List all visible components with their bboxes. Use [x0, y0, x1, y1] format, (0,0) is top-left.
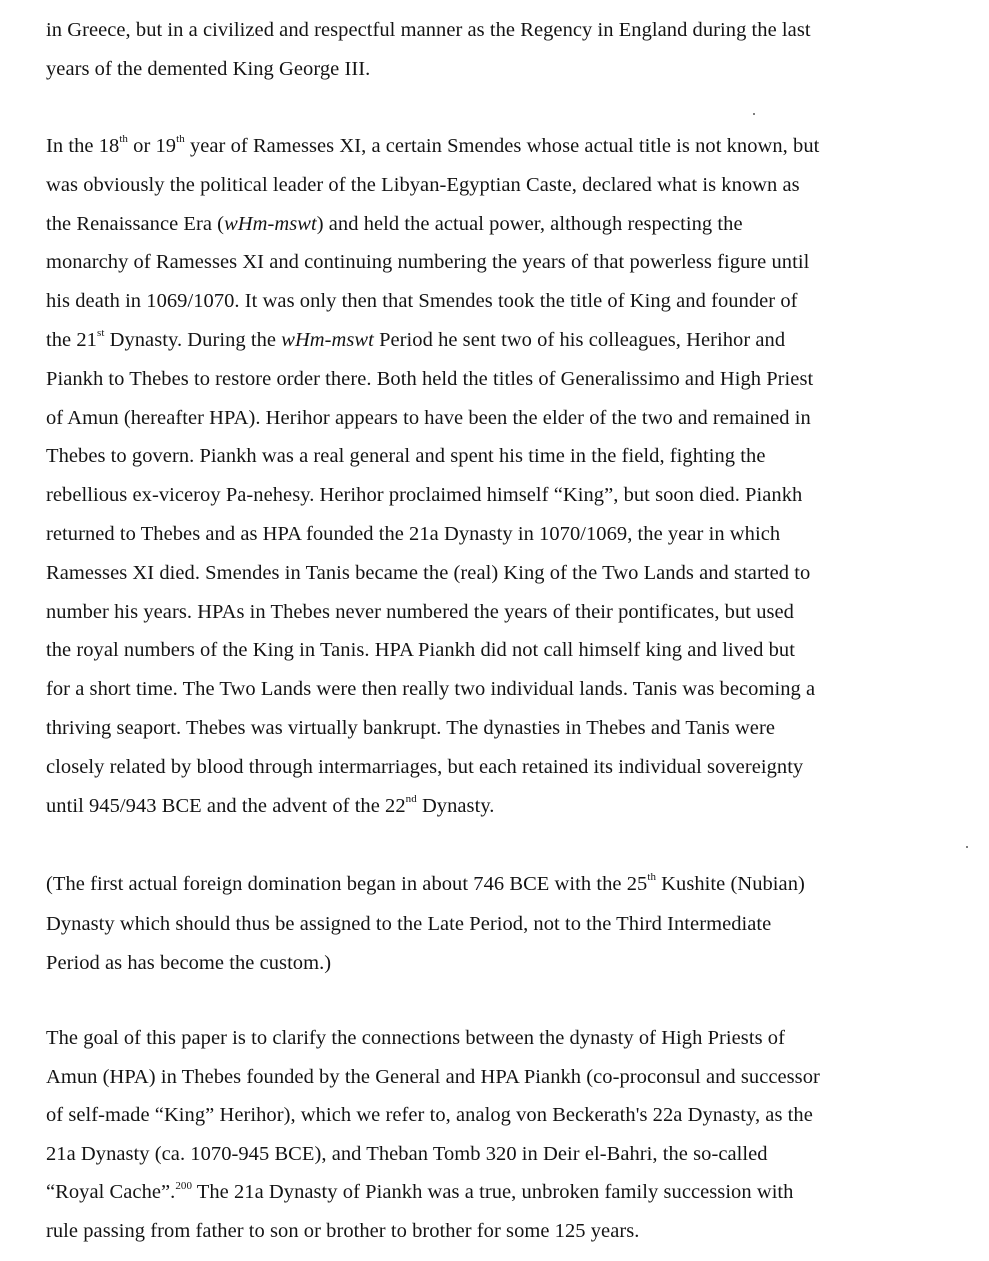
paragraph-foreign-domination-note — [46, 865, 946, 984]
text-segment: (The first actual foreign domination began in about 746 BCE with the 25 — [46, 873, 648, 895]
text-segment: “Royal Cache”. — [46, 1181, 176, 1204]
text-segment: ) and held the actual power, although respecting the — [316, 212, 743, 235]
text-line — [46, 1135, 946, 1174]
text-segment: thriving seaport. Thebes was virtually bankrupt. The dynasties in Thebes and Tanis were — [46, 716, 775, 739]
text-line — [46, 554, 946, 593]
superscript: th — [176, 133, 185, 146]
text-segment: or 19 — [127, 135, 177, 157]
text-line — [46, 905, 946, 945]
text-line — [46, 360, 946, 399]
text-line — [46, 709, 946, 748]
text-line — [46, 593, 946, 632]
text-segment: Kushite (Nubian) — [656, 873, 805, 895]
text-segment: his death in 1069/1070. It was only then that Smendes took the title of King and founder of — [46, 290, 798, 313]
text-segment: until 945/943 BCE and the advent of the 22 — [46, 794, 406, 817]
text-segment: years of the demented King George III. — [46, 57, 371, 80]
text-line — [46, 1096, 946, 1135]
text-segment: the royal numbers of the King in Tanis. HPA Piankh did not call himself king and lived but — [46, 639, 795, 662]
text-segment: the 21 — [46, 328, 97, 351]
text-line — [46, 399, 946, 438]
text-segment: in Greece, but in a civilized and respectful manner as the Regency in England during the last — [46, 19, 811, 41]
text-segment: returned to Thebes and as HPA founded the 21a Dynasty in 1070/1069, the year in which — [46, 522, 781, 545]
text-line — [46, 127, 946, 166]
text-segment: for a short time. The Two Lands were then really two individual lands. Tanis was becoming a — [46, 678, 816, 701]
text-segment: Period as has become the custom.) — [46, 952, 332, 974]
text-line — [46, 670, 946, 709]
text-line — [46, 321, 946, 360]
text-line — [46, 1058, 946, 1097]
text-segment: Thebes to govern. Piankh was a real general and spent his time in the field, fighting the — [46, 445, 766, 468]
text-line — [46, 787, 946, 826]
text-line — [46, 1019, 946, 1058]
text-line — [46, 166, 946, 205]
text-line — [46, 865, 946, 905]
italic-term: wHm-mswt — [281, 328, 374, 351]
text-segment: closely related by blood through intermarriages, but each retained its individual sovereignty — [46, 755, 804, 778]
superscript: th — [647, 871, 656, 884]
text-segment: Dynasty. — [416, 794, 495, 817]
text-line — [46, 476, 946, 515]
text-line — [46, 282, 946, 321]
text-segment: rule passing from father to son or brother to brother for some 125 years. — [46, 1219, 640, 1242]
paragraph-paper-goal — [46, 1019, 946, 1251]
superscript: st — [96, 327, 105, 340]
text-segment: In the 18 — [46, 135, 120, 157]
text-line — [46, 748, 946, 787]
scan-speck — [753, 113, 755, 115]
text-segment: number his years. HPAs in Thebes never numbered the years of their pontificates, but used — [46, 600, 794, 623]
italic-term: wHm-mswt — [224, 212, 317, 235]
text-segment: rebellious ex-viceroy Pa-nehesy. Herihor proclaimed himself “King”, but soon died. Piankh — [46, 484, 803, 507]
text-line — [46, 11, 946, 50]
text-segment: Ramesses XI died. Smendes in Tanis became the (real) King of the Two Lands and started to — [46, 561, 811, 584]
text-line — [46, 944, 946, 984]
text-segment: Piankh to Thebes to restore order there. Both held the titles of Generalissimo and High Priest — [46, 367, 814, 390]
superscript: 200 — [175, 1179, 192, 1192]
text-line — [46, 243, 946, 282]
text-segment: of Amun (hereafter HPA). Herihor appears to have been the elder of the two and remained in — [46, 406, 811, 429]
text-segment: Period he sent two of his colleagues, Herihor and — [373, 328, 786, 351]
text-segment: Dynasty which should thus be assigned to the Late Period, not to the Third Intermediate — [46, 912, 772, 935]
text-segment: monarchy of Ramesses XI and continuing numbering the years of that powerless figure until — [46, 251, 810, 274]
text-line — [46, 515, 946, 554]
text-segment: year of Ramesses XI, a certain Smendes whose actual title is not known, but — [184, 135, 820, 157]
text-segment: Amun (HPA) in Thebes founded by the General and HPA Piankh (co-proconsul and successor — [46, 1065, 820, 1088]
text-segment: Dynasty. During the — [104, 328, 282, 351]
superscript: th — [119, 133, 128, 146]
text-segment: of self-made “King” Herihor), which we refer to, analog von Beckerath's 22a Dynasty, as the — [46, 1104, 813, 1127]
text-segment: was obviously the political leader of the Libyan-Egyptian Caste, declared what is known as — [46, 173, 800, 196]
text-line — [46, 205, 946, 244]
text-segment: The goal of this paper is to clarify the connections between the dynasty of High Priests of — [46, 1027, 785, 1049]
text-line — [46, 50, 946, 89]
text-segment: 21a Dynasty (ca. 1070-945 BCE), and Theban Tomb 320 in Deir el-Bahri, the so-called — [46, 1142, 768, 1165]
paragraph-smendes-renaissance-era — [46, 127, 946, 825]
text-line — [46, 437, 946, 476]
text-segment: the Renaissance Era ( — [46, 212, 225, 235]
scan-speck — [966, 846, 968, 848]
text-line — [46, 631, 946, 670]
text-line — [46, 1173, 946, 1212]
paragraph-greece-regency — [46, 11, 946, 89]
text-line — [46, 1212, 946, 1251]
superscript: nd — [405, 792, 417, 805]
text-segment: The 21a Dynasty of Piankh was a true, unbroken family succession with — [192, 1181, 794, 1204]
